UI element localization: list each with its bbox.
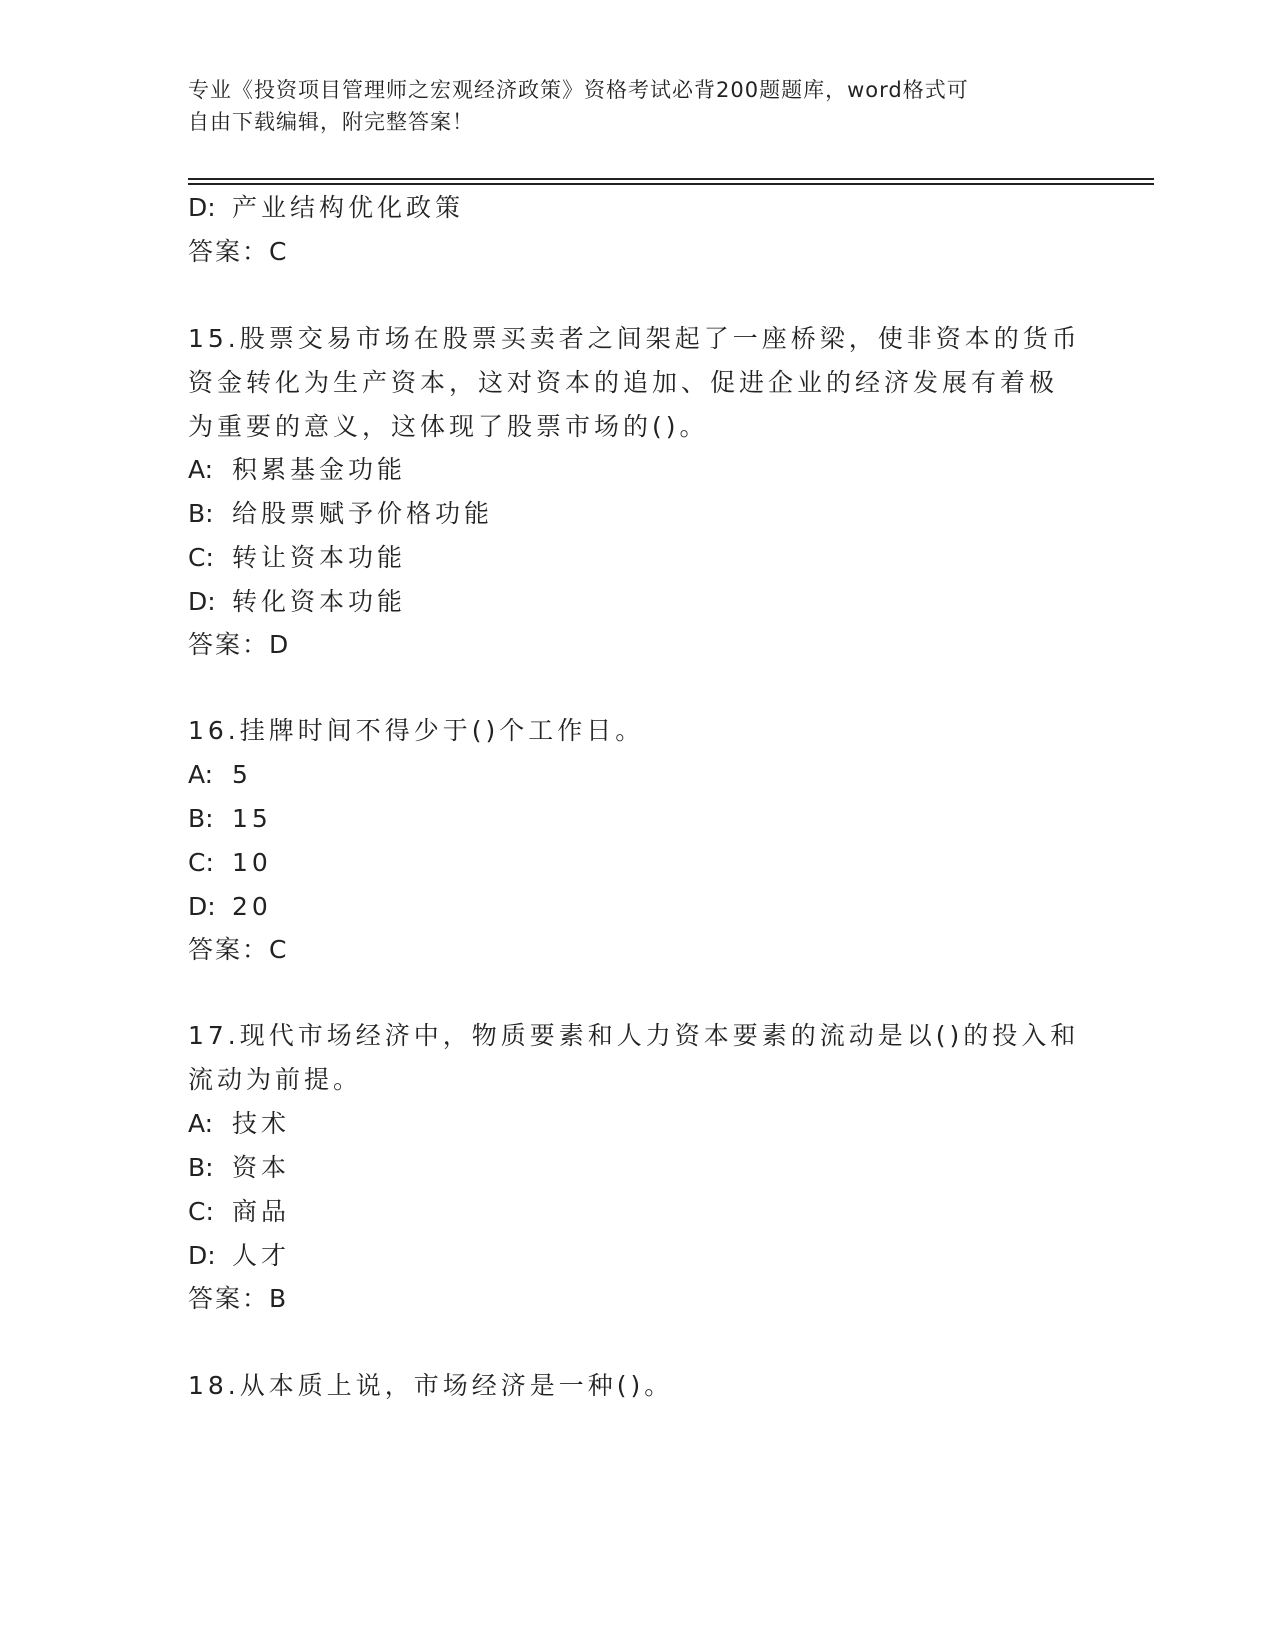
option-prefix: C: [188,848,214,877]
q17-option-c [188,1196,290,1228]
q16-option-c [188,847,272,879]
option-prefix: D: [188,1241,216,1270]
header-divider-bottom [188,183,1154,185]
option-text: 10 [232,848,272,877]
q18-line-1: 18.从本质上说，市场经济是一种()。 [188,1371,674,1400]
option-text: 商品 [232,1197,291,1226]
document-header [188,74,1088,138]
prev-option-d [188,192,464,224]
header-line-1: 专业《投资项目管理师之宏观经济政策》资格考试必背200题题库，word格式可 [188,78,969,102]
q16-option-b [188,803,272,835]
q16-line-1: 16.挂牌时间不得少于()个工作日。 [188,716,645,745]
option-prefix: D: [188,193,216,222]
q16-option-d [188,891,272,923]
q17-option-d [188,1240,290,1272]
q15-line-2: 资金转化为生产资本，这对资本的追加、促进企业的经济发展有着极 [188,368,1059,397]
header-divider-top [188,178,1154,180]
option-prefix: C: [188,543,214,572]
option-text: 资本 [232,1153,291,1182]
option-text: 20 [232,892,272,921]
option-text: 给股票赋予价格功能 [232,499,494,528]
q15-option-a [188,454,406,486]
option-prefix: B: [188,499,214,528]
q17-line-2: 流动为前提。 [188,1065,363,1094]
option-text: 转让资本功能 [232,543,407,572]
prev-answer: 答案：C [188,237,289,266]
header-line-2: 自由下载编辑，附完整答案！ [188,110,474,134]
q15-option-d [188,586,406,618]
option-text: 5 [232,760,252,789]
q17-option-a [188,1108,290,1140]
option-prefix: C: [188,1197,214,1226]
option-prefix: D: [188,587,216,616]
q15-line-3: 为重要的意义，这体现了股票市场的()。 [188,412,709,441]
q17-answer: 答案：B [188,1284,289,1313]
q16-option-a [188,759,252,791]
q15-option-b [188,498,493,530]
option-text: 转化资本功能 [232,587,407,616]
option-prefix: B: [188,804,214,833]
option-prefix: A: [188,455,214,484]
option-text: 技术 [232,1109,291,1138]
q17-option-b [188,1152,290,1184]
option-prefix: A: [188,760,214,789]
option-text: 积累基金功能 [232,455,407,484]
option-prefix: B: [188,1153,214,1182]
q15-answer: 答案：D [188,630,291,659]
option-prefix: D: [188,892,216,921]
option-text: 人才 [232,1241,291,1270]
q15-option-c [188,542,406,574]
q17-line-1: 17.现代市场经济中，物质要素和人力资本要素的流动是以()的投入和 [188,1021,1080,1050]
option-text: 产业结构优化政策 [232,193,465,222]
q16-answer: 答案：C [188,935,289,964]
option-text: 15 [232,804,272,833]
option-prefix: A: [188,1109,214,1138]
q15-line-1: 15.股票交易市场在股票买卖者之间架起了一座桥梁，使非资本的货币 [188,324,1081,353]
